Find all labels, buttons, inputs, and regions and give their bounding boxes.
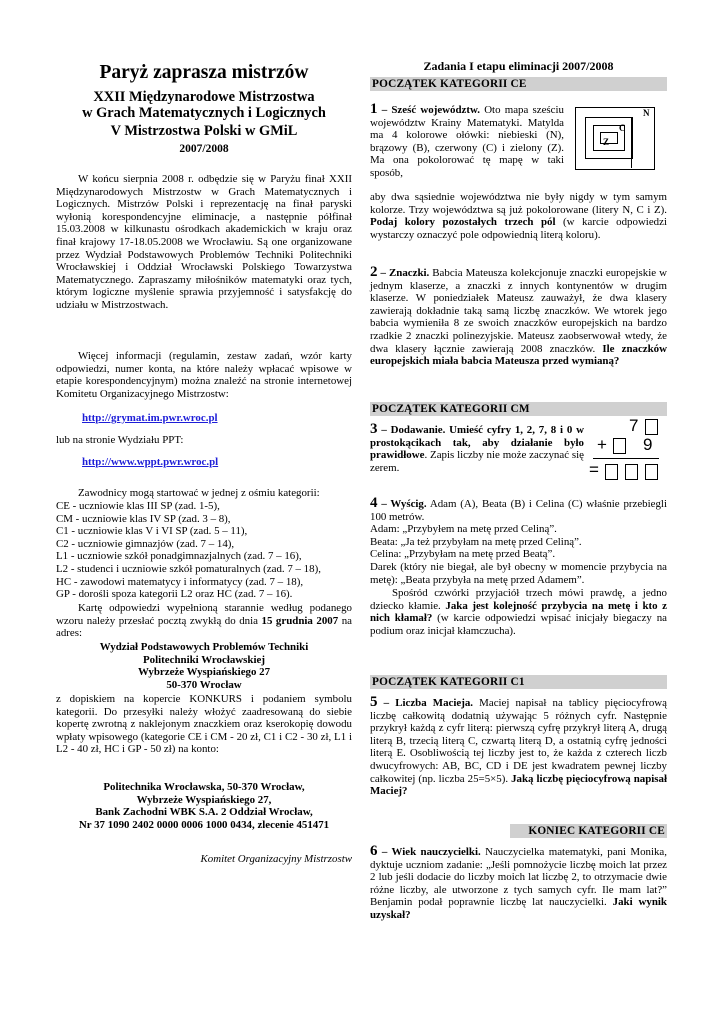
signature: Komitet Organizacyjny Mistrzostw	[200, 853, 352, 865]
answer-box[interactable]	[645, 464, 658, 480]
addition-digit-9: 9	[643, 435, 653, 454]
categories-list	[56, 500, 352, 601]
plus-sign: +	[597, 435, 607, 454]
regions-map	[575, 107, 655, 170]
task-5: 5 – Liczba Macieja. Maciej napisał na tablicy pięciocyfrową liczbę całkowitą dodatnią używając 5 różnych cyfr. Następnie przykrył każdą z cyfr literą: pierwszą cyfrę przykrył literą A, drugą literą B, trzecią literą C, czwartą literą D, a ostatnią cyfrę jedności literą E. Osobliwością tej liczby jest to, że każda z czterech liczb dwucyfrowych: AB, BC, CD i DE jest kwadratem pewnej liczby całkowitej (np. liczba 25=5×5). Jaką liczbę pięciocyfrową napisał Maciej?	[370, 694, 667, 798]
intro-paragraph: W końcu sierpnia 2008 r. odbędzie się w Paryżu finał XXII Międzynarodowych Mistrzostw w Grach Matematycznych i Logicznych. Mistrzów Polski i reprezentację na finał paryski wyłonią korespondencyjne eliminacje, a następnie półfinał 15.03.2008 w kilkunastu ośrodkach akademickich w kraju oraz finał krajowy 17-18.05.2008 we Wrocławiu. Są one organizowane przez Wydział Podstawowych Problemów Techniki Politechniki Wrocławskiej i Oddział Wrocławski Polskiego Towarzystwa Matematycznego. Zapraszamy miłośników matematyki oraz tych, którym logiczne myślenie sprawia przyjemność i satysfakcję do udziału w Mistrzostwach.	[56, 173, 352, 311]
link-grymat[interactable]: http://grymat.im.pwr.wroc.pl	[82, 412, 218, 424]
answer-box[interactable]	[605, 464, 618, 480]
link-wppt[interactable]: http://www.wppt.pwr.wroc.pl	[82, 456, 219, 468]
or-text: lub na stronie Wydziału PPT:	[56, 434, 184, 446]
info-paragraph: Więcej informacji (regulamin, zestaw zadań, wzór karty odpowiedzi, numer konta, na które należy wpłacać wpisowe w etapie korespondencyjnym) można znaleźć na stronie internetowej Komitetu Organizacyjnego Mistrzostw:	[56, 350, 352, 400]
subtitle-2: w Grach Matematycznych i Logicznych	[82, 105, 326, 121]
tasks-header: Zadania I etapu eliminacji 2007/2008	[423, 59, 614, 73]
submission-paragraph: Kartę odpowiedzi wypełnioną starannie według podanego wzoru należy przesłać pocztą zwykłą do dnia 15 grudnia 2007 na adres:	[56, 602, 352, 640]
category-item: GP - dorośli spoza kategorii L2 oraz HC (zad. 7 – 16).	[56, 588, 293, 601]
task-5-title: Liczba Macieja.	[395, 697, 474, 709]
category-ce-start-bar: POCZĄTEK KATEGORII CE	[370, 77, 667, 91]
map-label-c: C	[619, 123, 626, 133]
task-1-intro: 1 – Sześć województw. Oto mapa sześciu województw Krainy Matematyki. Matylda ma 4 kolorowe ołówki: niebieski (N), brązowy (B), czerwony (C) i zielony (Z). Ma ona pokolorować tę mapę w taki sposób,	[370, 101, 564, 179]
map-label-n: N	[643, 108, 650, 118]
task-4-title: Wyścig.	[390, 498, 427, 510]
category-cm-start-bar: POCZĄTEK KATEGORII CM	[370, 402, 667, 416]
equals-sign: =	[589, 460, 599, 479]
task-2: 2 – Znaczki. Babcia Mateusza kolekcjonuje znaczki europejskie w jednym klaserze, a znaczki z innych kontynentów w drugim klaserze. W poniedziałek Mateusz zauważył, że dwa klasery zawierają dokładnie taką samą liczbę znaczków. We wtorek jego babcia wymieniła 8 ze swoich znaczków europejskich na bardzo rzadkie 2 znaczki polinezyjskie. Mateusz zaobserwował wtedy, że dwa klasery łącznie zawierają 2008 znaczków. Ile znaczków europejskich miała babcia Mateusza przed wymianą?	[370, 264, 667, 368]
category-item: CM - uczniowie klas IV SP (zad. 3 – 8),	[56, 512, 231, 525]
categories-intro: Zawodnicy mogą startować w jednej z ośmiu kategorii:	[78, 487, 320, 499]
category-item: C2 - uczniowie gimnazjów (zad. 7 – 14),	[56, 537, 235, 550]
deadline-date: 15 grudnia 2007	[261, 614, 339, 627]
answer-box[interactable]	[613, 438, 626, 454]
category-ce-end-bar: KONIEC KATEGORII CE	[510, 824, 667, 838]
season-year: 2007/2008	[179, 143, 229, 155]
addition-digit-7: 7	[629, 416, 639, 435]
category-c1-start-bar: POCZĄTEK KATEGORII C1	[370, 675, 667, 689]
postal-address: Wydział Podstawowych Problemów Techniki Politechniki Wrocławskiej Wybrzeże Wyspiańskiego 27 50-370 Wrocław	[99, 641, 309, 691]
fee-paragraph: z dopiskiem na kopercie KONKURS i podaniem symbolu kategorii. Do przesyłki należy włożyć zaadresowaną do siebie kopertę zwrotną z naklejonym znaczkiem oraz kserokopię dowodu wpłaty wpisowego (kategorie CE i CM - 20 zł, C1 i C2 - 30 zł, L1 i L2 - 40 zł, HC i GP - 50 zł) na konto:	[56, 693, 352, 756]
task-4: 4 – Wyścig. Adam (A), Beata (B) i Celina (C) właśnie przebiegli 100 metrów. Adam: „Przybyłem na metę przed Celiną”. Beata: „Ja też przybyłam na metę przed Celiną”. Celina: „Przybyłam na metę przed Beatą”. Darek (który nie biegał, ale był obecny w momencie przybycia na metę): „Beata przybyła na metę przed Adamem”. Spośród czwórki przyjaciół trzech mówi prawdę, a jedno dziecko kłamie. Jaka jest kolejność przybycia na metę i kto z nich kłamał? (w karcie odpowiedzi wpisać inicjały biegaczy na podium oraz inicjał kłamczucha).	[370, 495, 667, 637]
article-title: Paryż zaprasza mistrzów	[99, 62, 309, 83]
task-1-title: Sześć województw.	[391, 104, 480, 116]
task-6: 6 – Wiek nauczycielki. Nauczycielka matematyki, pani Monika, dyktuje uczniom zadanie: „Jeśli pomnożycie liczbę moich lat przez 2 lub jeśli dodacie do liczby moich lat liczbę 2, to otrzymacie dwie różne liczby, ale utworzone z tych samych cyfr. Ile mam lat?” Benjamin podał poprawnie liczbę lat nauczycielki. Jaki wynik uzyskał?	[370, 843, 667, 921]
map-label-z: Z	[603, 137, 610, 147]
task-1-body: aby dwa sąsiednie województwa nie były nigdy w tym samym kolorze. Trzy województwa są już pokolorowane (litery N, C i Z). Podaj kolory pozostałych trzech pól (w karcie odpowiedzi wystarczy oznaczyć pole odpowiednią literą koloru).	[370, 191, 667, 241]
subtitle-3: V Mistrzostwa Polski w GMiL	[110, 123, 298, 139]
addition-puzzle	[589, 416, 663, 482]
category-item: C1 - uczniowie klas V i VI SP (zad. 5 – 11),	[56, 525, 248, 538]
task-3: 3 – Dodawanie. Umieść cyfry 1, 2, 7, 8 i 0 w prostokącikach tak, aby działanie było prawidłowe. Zapis liczby nie może zaczynać się zerem.	[370, 421, 584, 474]
answer-box[interactable]	[625, 464, 638, 480]
category-item: L1 - uczniowie szkół ponadgimnazjalnych (zad. 7 – 16),	[56, 550, 302, 563]
category-item: HC - zawodowi matematycy i informatycy (zad. 7 – 18),	[56, 575, 304, 588]
task-2-title: Znaczki.	[389, 267, 430, 279]
bank-details: Politechnika Wrocławska, 50-370 Wrocław, Wybrzeże Wyspiańskiego 27, Bank Zachodni WBK S.A. 2 Oddział Wrocław, Nr 37 1090 2402 0000 0006 1000 0434, zlecenie 451471	[78, 781, 330, 831]
task-6-title: Wiek nauczycielki.	[391, 846, 481, 858]
category-item: L2 - studenci i uczniowie szkół pomaturalnych (zad. 7 – 18),	[56, 562, 321, 575]
category-item: CE - uczniowie klas III SP (zad. 1-5),	[56, 500, 220, 512]
subtitle-1: XXII Międzynarodowe Mistrzostwa	[93, 89, 315, 105]
answer-box[interactable]	[645, 419, 658, 435]
